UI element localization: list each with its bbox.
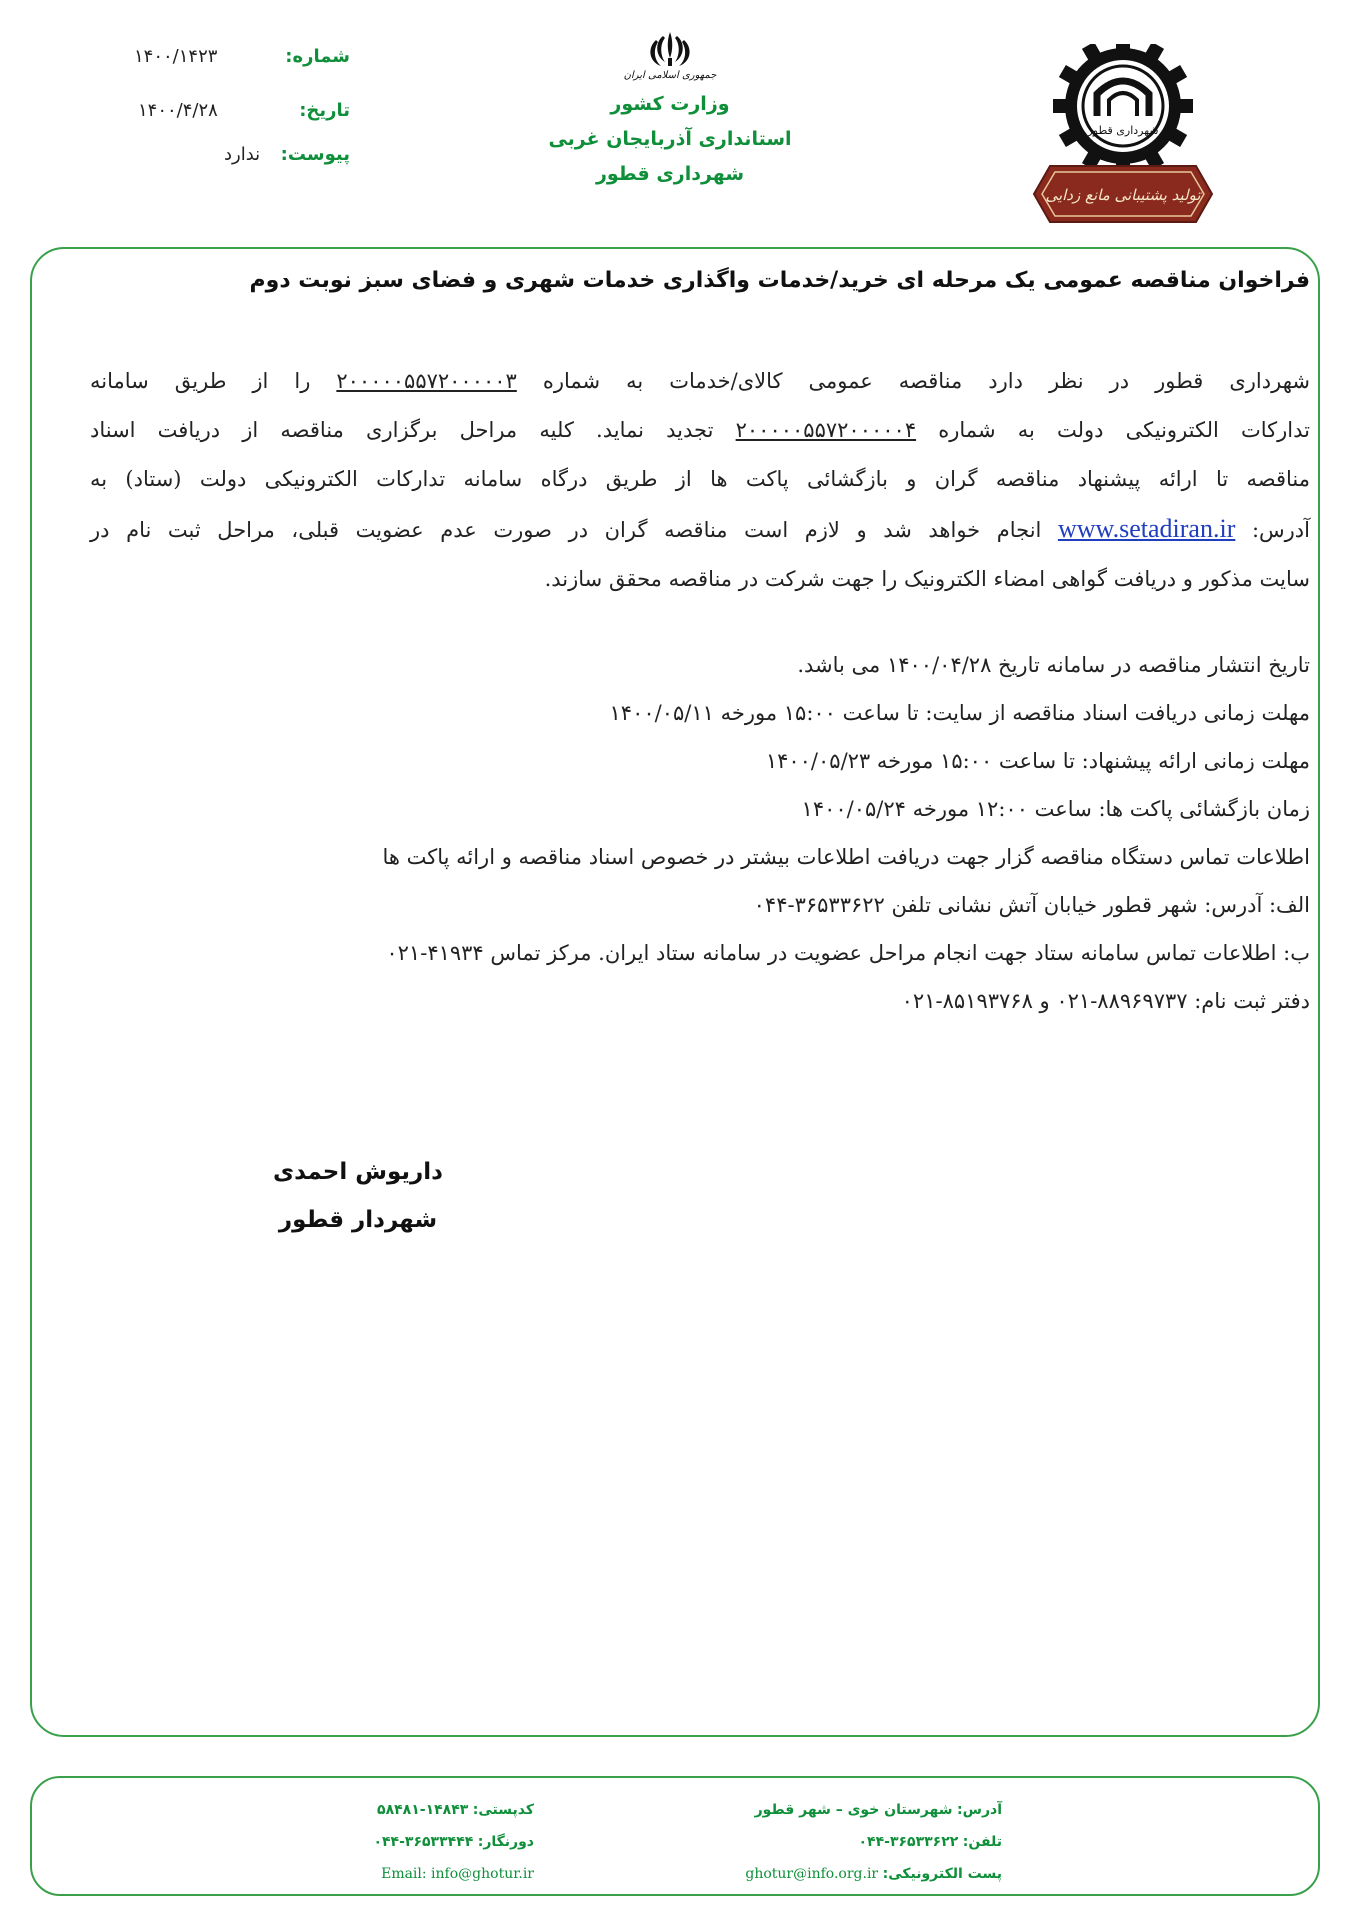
tender-heading: فراخوان مناقصه عمومی یک مرحله ای خرید/خدمات واگذاری خدمات شهری و فضای سبز نوبت دوم xyxy=(249,268,1310,293)
signature-block xyxy=(258,1148,458,1244)
opening-time: زمان بازگشائی پاکت ها: ساعت ۱۲:۰۰ مورخه ۱۴۰۰/۰۵/۲۴ xyxy=(801,797,1310,821)
paragraph-line-1: شهرداری قطور در نظر دارد مناقصه عمومی کالای/خدمات به شماره ۲۰۰۰۰۰۵۵۷۲۰۰۰۰۰۳ را از طریق سامانه xyxy=(90,369,1310,393)
ministry-name: وزارت کشور xyxy=(610,93,730,115)
setadiran-link[interactable]: www.setadiran.ir xyxy=(1057,514,1236,543)
iran-emblem-icon xyxy=(643,28,697,72)
contact-intro: اطلاعات تماس دستگاه مناقصه گزار جهت دریافت اطلاعات بیشتر در خصوص اسناد مناقصه و ارائه پاکت ها xyxy=(382,845,1310,869)
attachment-value: ندارد xyxy=(224,144,261,165)
footer-email-fa: پست الکترونیکی: ghotur@info.org.ir xyxy=(745,1866,1002,1882)
publish-date: تاریخ انتشار مناقصه در سامانه تاریخ ۱۴۰۰/۰۴/۲۸ می باشد. xyxy=(797,653,1310,677)
municipality-logo xyxy=(1028,44,1218,228)
date-label: تاریخ: xyxy=(299,100,350,121)
footer-email-en: Email: info@ghotur.ir xyxy=(381,1866,534,1882)
signatory-title: شهردار قطور xyxy=(278,1207,438,1233)
footer-fax: دورنگار: ۳۶۵۳۳۴۴۴-۰۴۴ xyxy=(373,1834,534,1850)
governorate-name: استانداری آذربایجان غربی xyxy=(548,128,792,150)
footer-postal-code: کدپستی: ۱۴۸۴۳-۵۸۴۸۱ xyxy=(377,1802,534,1818)
number-value: ۱۴۰۰/۱۴۲۳ xyxy=(134,46,218,67)
letter-attachment xyxy=(120,144,350,170)
tender-schedule xyxy=(382,641,1310,1025)
date-value: ۱۴۰۰/۴/۲۸ xyxy=(138,100,218,121)
letter-number xyxy=(120,46,350,72)
signatory-name: داریوش احمدی xyxy=(273,1159,443,1185)
footer-frame xyxy=(30,1776,1320,1896)
svg-text:تولید پشتیبانی مانع زدایی: تولید پشتیبانی مانع زدایی xyxy=(1045,186,1201,204)
municipality-name: شهرداری قطور xyxy=(595,163,745,185)
tender-number-original: ۲۰۰۰۰۰۵۵۷۲۰۰۰۰۰۳ xyxy=(336,369,517,393)
footer-contact-right xyxy=(745,1794,1002,1890)
paragraph-line-4: آدرس: www.setadiran.ir انجام خواهد شد و لازم است مناقصه گران در صورت عدم عضویت قبلی، مراحل ثبت نام در xyxy=(90,514,1310,543)
footer-phone: تلفن: ۳۶۵۳۳۶۲۲-۰۴۴ xyxy=(858,1834,1002,1850)
contact-municipality: الف: آدرس: شهر قطور خیابان آتش نشانی تلفن ۳۶۵۳۳۶۲۲-۰۴۴ xyxy=(753,893,1310,917)
tender-number-renewed: ۲۰۰۰۰۰۵۵۷۲۰۰۰۰۰۴ xyxy=(735,418,917,442)
number-label: شماره: xyxy=(285,46,350,67)
footer-contact-left xyxy=(373,1794,534,1890)
republic-line: جمهوری اسلامی ایران xyxy=(623,70,717,81)
paragraph-line-5: سایت مذکور و دریافت گواهی امضاء الکترونیک را جهت شرکت در مناقصه محقق سازند. xyxy=(544,567,1310,591)
documents-deadline: مهلت زمانی دریافت اسناد مناقصه از سایت: تا ساعت ۱۵:۰۰ مورخه ۱۴۰۰/۰۵/۱۱ xyxy=(609,701,1310,725)
registry-office: دفتر ثبت نام: ۸۸۹۶۹۷۳۷-۰۲۱ و ۸۵۱۹۳۷۶۸-۰۲۱ xyxy=(901,989,1310,1013)
paragraph-line-2: تدارکات الکترونیکی دولت به شماره ۲۰۰۰۰۰۵۵۷۲۰۰۰۰۰۴ تجدید نماید. کلیه مراحل برگزاری مناقصه از دریافت اسناد xyxy=(90,418,1311,442)
svg-text:شهرداری قطور: شهرداری قطور xyxy=(1087,124,1159,137)
footer-address: آدرس: شهرستان خوی – شهر قطور xyxy=(754,1802,1002,1818)
municipality-seal-icon xyxy=(1028,44,1218,224)
paragraph-line-3: مناقصه تا ارائه پیشنهاد مناقصه گران و بازگشائی پاکت ها از طریق درگاه سامانه تدارکات الکترونیکی دولت (ستاد) به xyxy=(90,467,1310,491)
tender-paragraph xyxy=(90,357,1310,604)
letter-date xyxy=(120,100,350,126)
offer-deadline: مهلت زمانی ارائه پیشنهاد: تا ساعت ۱۵:۰۰ مورخه ۱۴۰۰/۰۵/۲۳ xyxy=(765,749,1310,773)
contact-setad: ب: اطلاعات تماس سامانه ستاد جهت انجام مراحل عضویت در سامانه ستاد ایران. مرکز تماس ۴۱۹۳۴-۰۲۱ xyxy=(386,941,1310,965)
attachment-label: پیوست: xyxy=(280,144,350,165)
letterhead-center xyxy=(520,28,820,192)
